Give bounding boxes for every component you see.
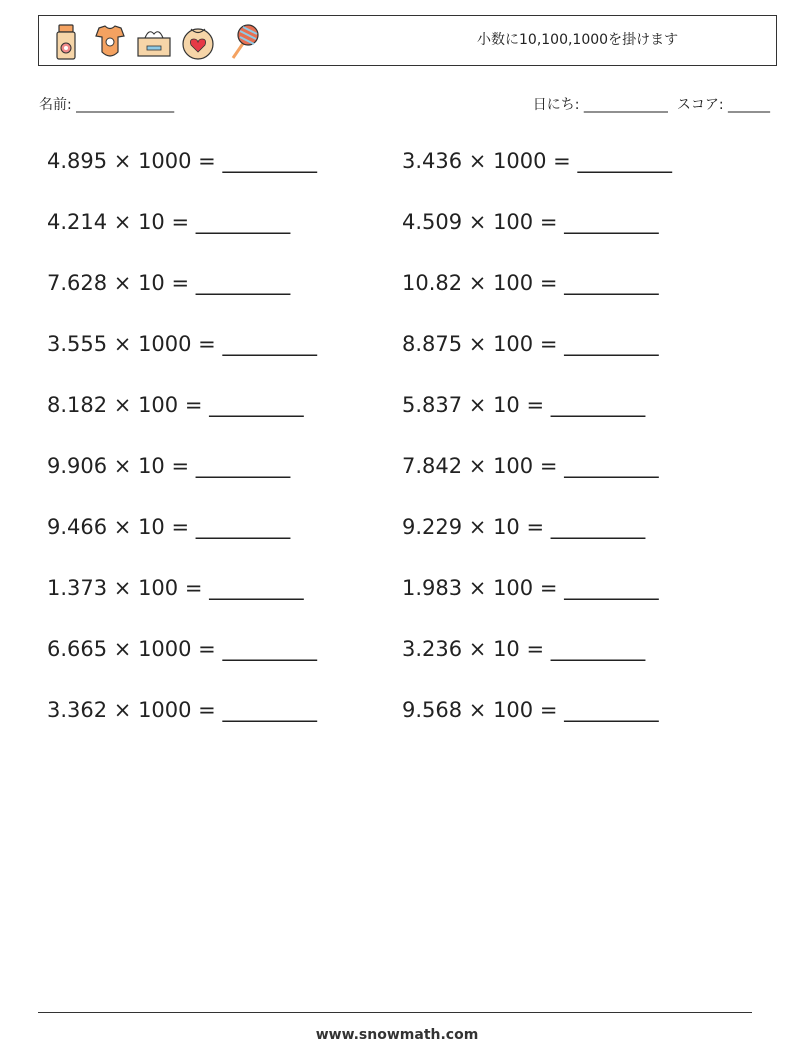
baby-bib-icon: [179, 22, 217, 62]
problem-right-4: 8.875 × 100 = _________: [402, 332, 659, 356]
problem-right-7: 9.229 × 10 = _________: [402, 515, 646, 539]
problem-right-3: 10.82 × 100 = _________: [402, 271, 659, 295]
problem-left-7: 9.466 × 10 = _________: [47, 515, 291, 539]
problem-left-6: 9.906 × 10 = _________: [47, 454, 291, 478]
problem-right-8: 1.983 × 100 = _________: [402, 576, 659, 600]
score-field: スコア: ______: [676, 97, 770, 113]
worksheet-header: [38, 15, 777, 66]
problem-left-1: 4.895 × 1000 = _________: [47, 149, 317, 173]
problem-right-2: 4.509 × 100 = _________: [402, 210, 659, 234]
header-icons: [47, 22, 261, 62]
problem-left-4: 3.555 × 1000 = _________: [47, 332, 317, 356]
problem-left-8: 1.373 × 100 = _________: [47, 576, 304, 600]
lollipop-icon: [223, 22, 261, 62]
name-field: 名前: ______________: [39, 97, 175, 113]
problem-right-9: 3.236 × 10 = _________: [402, 637, 646, 661]
problem-right-5: 5.837 × 10 = _________: [402, 393, 646, 417]
worksheet-title: 小数に10,100,1000を掛けます: [477, 32, 679, 48]
problem-right-6: 7.842 × 100 = _________: [402, 454, 659, 478]
tissue-box-icon: [135, 22, 173, 62]
problem-left-9: 6.665 × 1000 = _________: [47, 637, 317, 661]
sunscreen-bottle-icon: [47, 22, 85, 62]
footer-divider: [38, 1012, 752, 1013]
footer-site-url: www.snowmath.com: [315, 1027, 479, 1043]
problem-left-5: 8.182 × 100 = _________: [47, 393, 304, 417]
problem-left-2: 4.214 × 10 = _________: [47, 210, 291, 234]
baby-bodysuit-icon: [91, 22, 129, 62]
problem-right-10: 9.568 × 100 = _________: [402, 698, 659, 722]
problem-left-10: 3.362 × 1000 = _________: [47, 698, 317, 722]
problem-right-1: 3.436 × 1000 = _________: [402, 149, 672, 173]
date-score-fields: [533, 94, 770, 114]
problem-left-3: 7.628 × 10 = _________: [47, 271, 291, 295]
date-field: 日にち: ____________: [532, 97, 668, 113]
